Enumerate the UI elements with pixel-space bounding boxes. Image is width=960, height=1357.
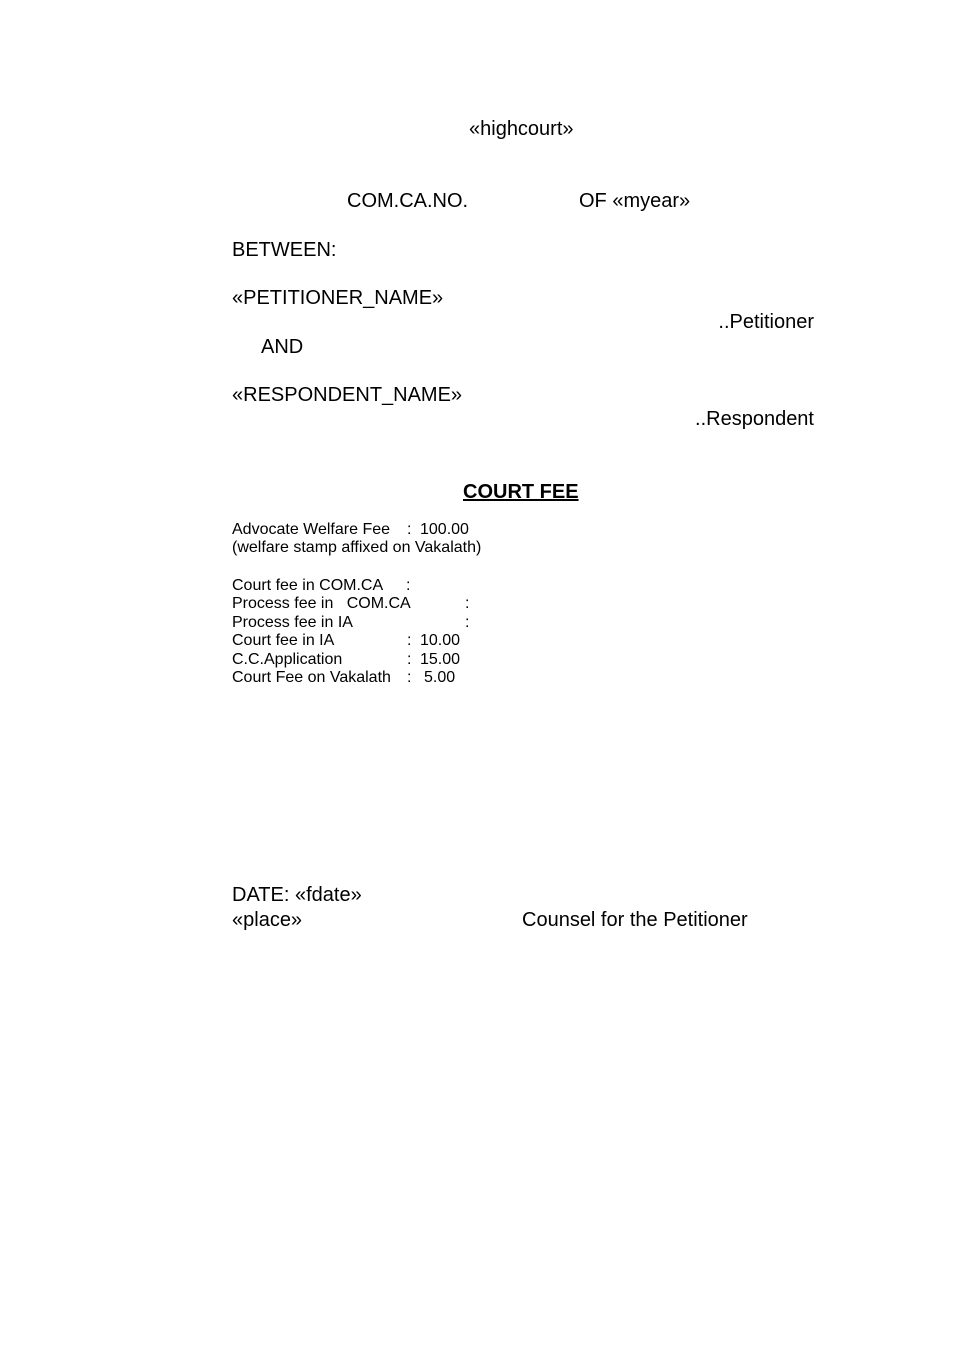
court-name-field: «highcourt»	[469, 118, 574, 140]
fee-value: 10.00	[420, 632, 461, 650]
and-separator: AND	[261, 336, 304, 358]
fee-colon: :	[465, 595, 470, 613]
case-year-field: OF «myear»	[579, 190, 691, 212]
fee-value: 15.00	[420, 650, 461, 668]
fee-row	[232, 632, 532, 650]
fee-colon: :	[407, 668, 412, 686]
welfare-fee-colon: :	[407, 521, 412, 538]
fee-colon: :	[465, 613, 470, 631]
fee-colon: :	[406, 577, 411, 594]
counsel-signature-label: Counsel for the Petitioner	[522, 909, 748, 931]
welfare-fee-value: 100.00	[420, 521, 469, 538]
petitioner-name-field: «PETITIONER_NAME»	[232, 287, 444, 309]
fee-label: Court Fee on Vakalath	[232, 668, 391, 686]
respondent-role-label: ..Respondent	[695, 408, 814, 430]
fee-label: Process fee in IA	[232, 613, 353, 631]
petitioner-role-label: ..Petitioner	[718, 311, 814, 333]
fee-label: Court fee in COM.CA	[232, 577, 384, 594]
respondent-name-field: «RESPONDENT_NAME»	[232, 384, 463, 406]
between-heading: BETWEEN:	[232, 239, 337, 261]
fee-value: 5.00	[424, 668, 456, 686]
fee-label: C.C.Application	[232, 650, 343, 668]
fee-colon: :	[407, 650, 412, 668]
court-fee-heading: COURT FEE	[463, 481, 579, 503]
welfare-fee-row	[232, 521, 532, 539]
fee-row	[232, 577, 532, 595]
fee-label: Process fee in COM.CA	[232, 595, 411, 613]
fee-row	[232, 595, 532, 613]
fee-row	[232, 669, 532, 687]
welfare-fee-label: Advocate Welfare Fee	[232, 521, 391, 538]
fee-label: Court fee in IA	[232, 632, 335, 650]
welfare-fee-block	[232, 521, 532, 558]
place-field: «place»	[232, 909, 303, 931]
fee-row	[232, 614, 532, 632]
fee-colon: :	[407, 632, 412, 650]
fee-row	[232, 651, 532, 669]
date-field: DATE: «fdate»	[232, 884, 362, 906]
welfare-fee-note: (welfare stamp affixed on Vakalath)	[232, 539, 482, 557]
fee-table	[232, 577, 532, 687]
case-number-label: COM.CA.NO.	[347, 190, 469, 212]
